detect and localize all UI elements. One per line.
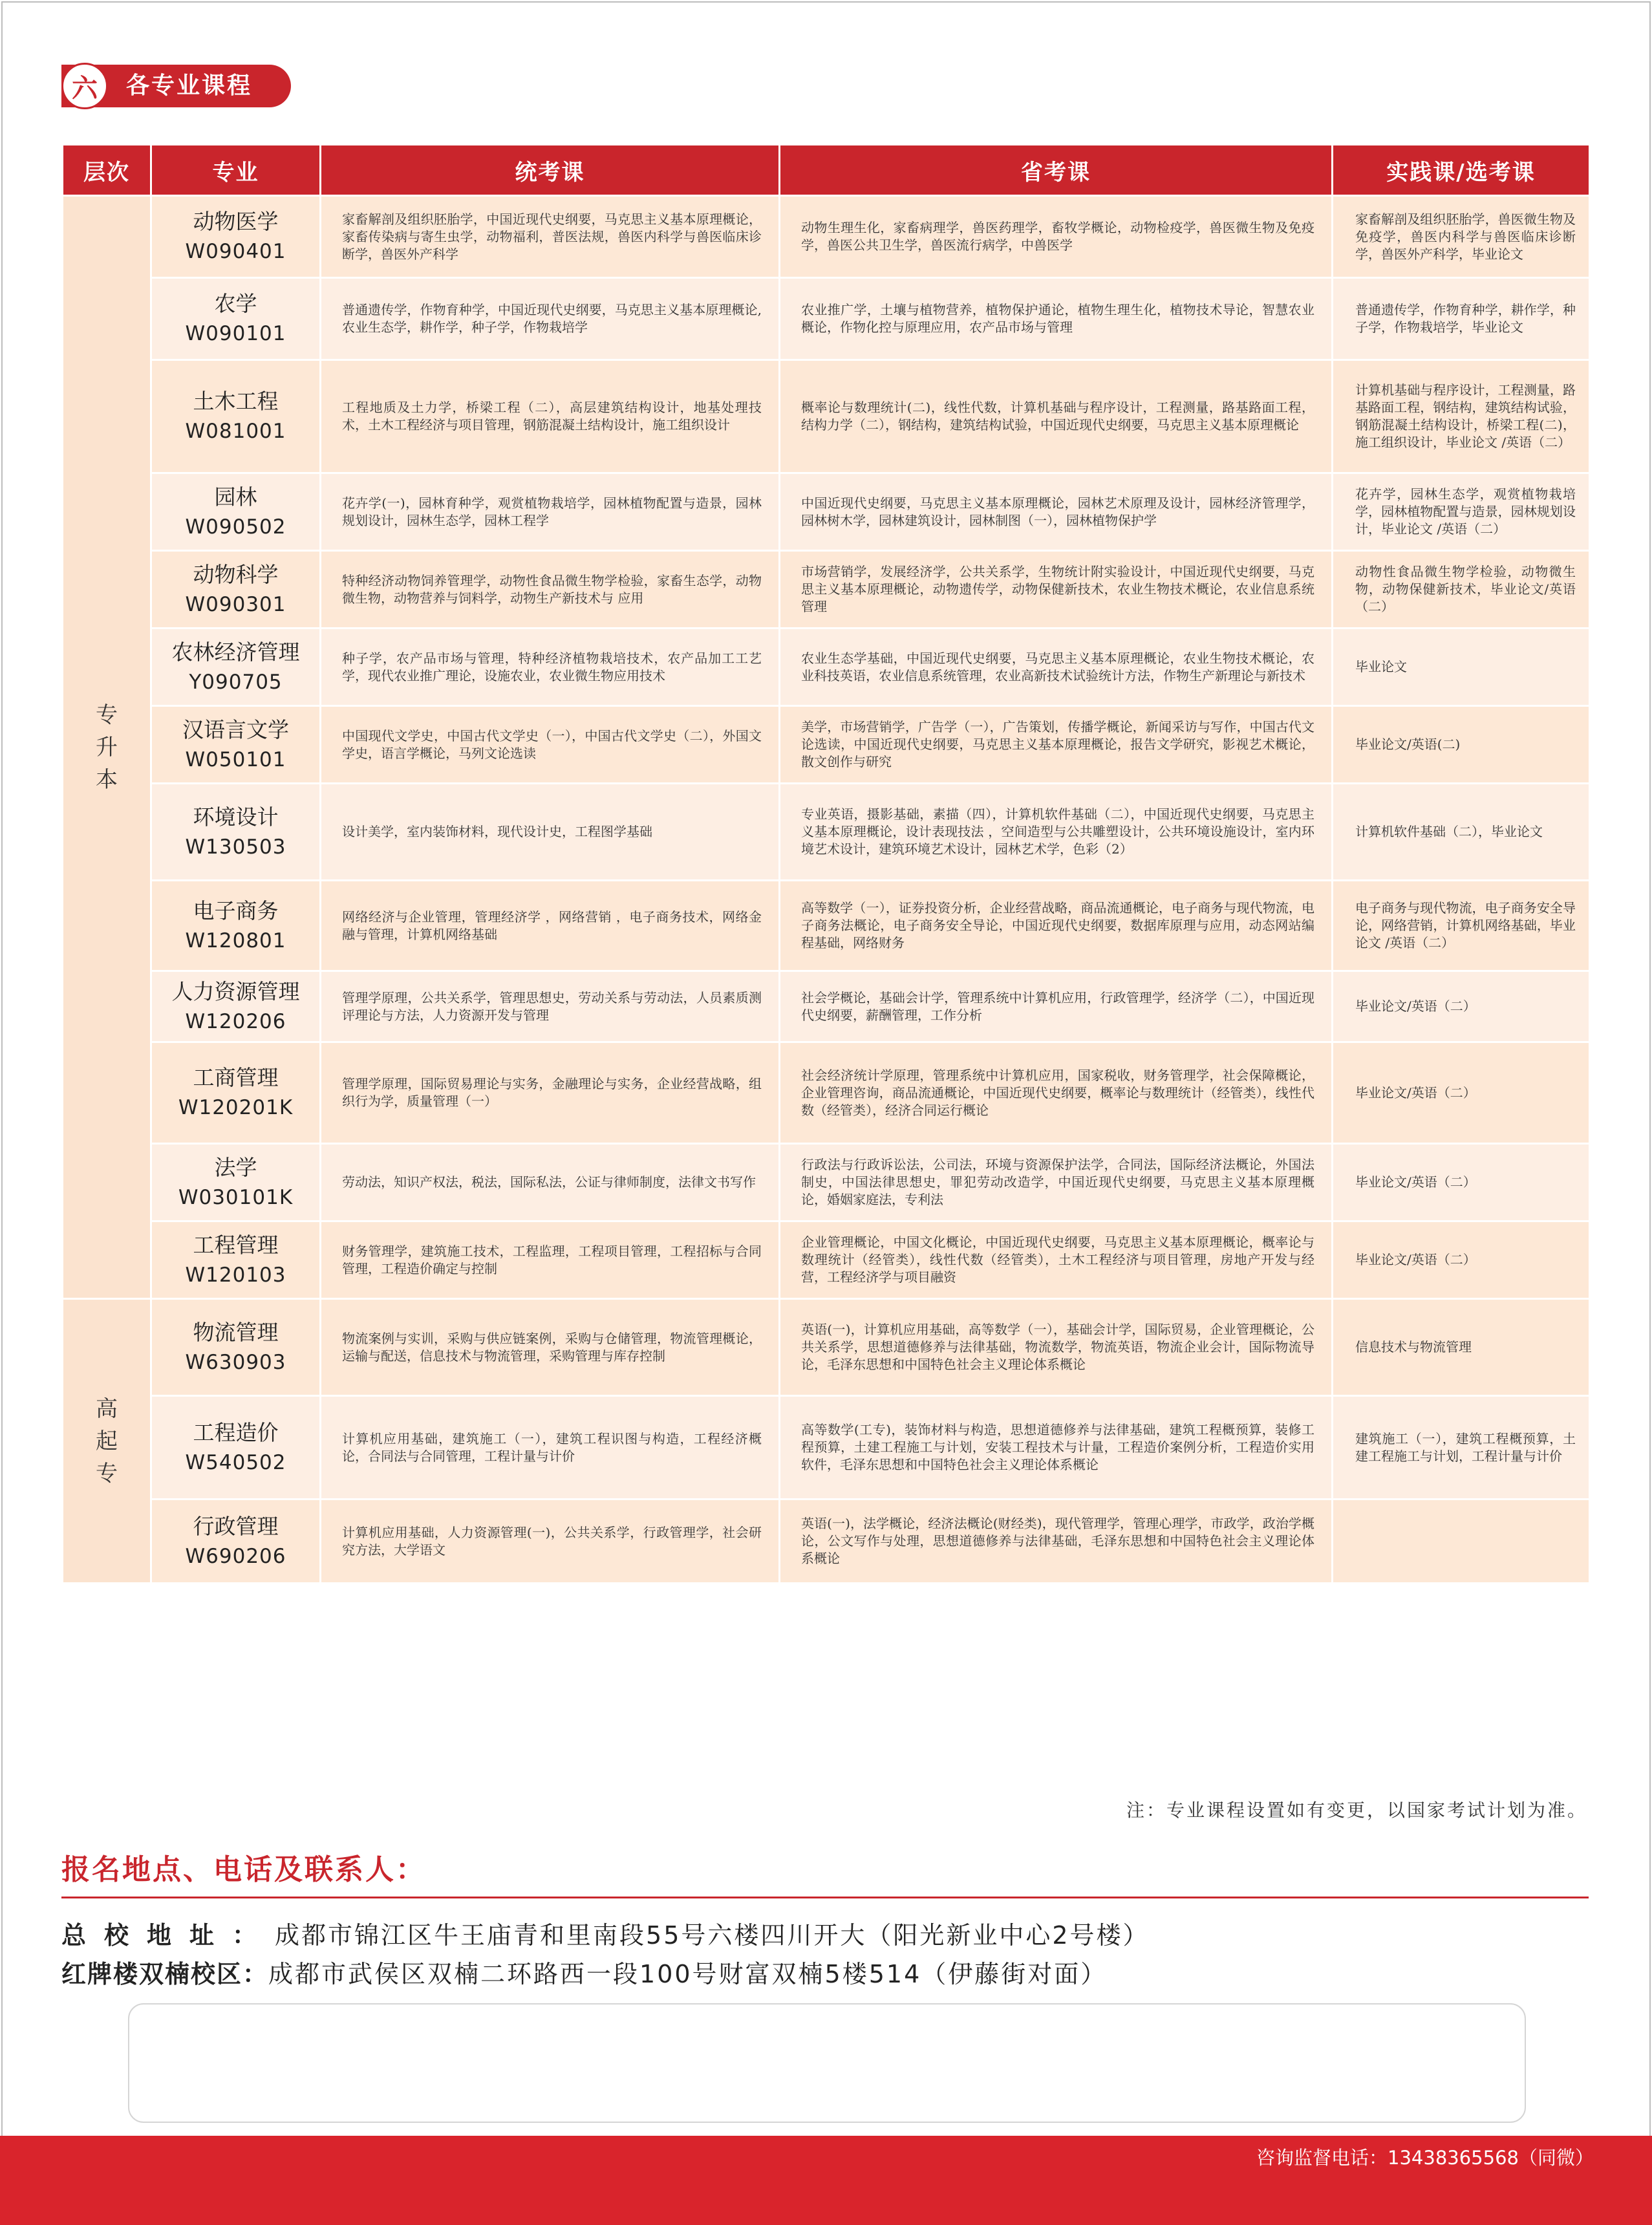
major-name: 工程造价 <box>193 1419 279 1445</box>
provincial-exam-courses: 专业英语，摄影基础，素描（四），计算机软件基础（二），中国近现代史纲要，马克思主义基本原理概论，设计表现技法 ，空间造型与公共雕塑设计，公共环境设施设计，室内环境艺术设计，建筑环境艺术设计，园林艺术学，色彩（2） <box>780 784 1333 881</box>
major-code: W630903 <box>185 1350 286 1374</box>
level-cell: 高 起 专 <box>63 1299 151 1584</box>
major-cell <box>151 1042 321 1144</box>
provincial-exam-courses: 农业推广学，土壤与植物营养，植物保护通论，植物生理生化，植物技术导论，智慧农业概论，作物化控与原理应用，农产品市场与管理 <box>780 278 1333 360</box>
header-major: 专业 <box>151 145 321 196</box>
provincial-exam-courses: 农业生态学基础，中国近现代史纲要，马克思主义基本原理概论，农业生物技术概论，农业科技英语，农业信息系统管理，农业高新技术试验统计方法，作物生产新理论与新技术 <box>780 629 1333 706</box>
major-code: W050101 <box>185 747 286 771</box>
unified-exam-courses: 工程地质及土力学，桥梁工程（二），高层建筑结构设计，地基处理技术，土木工程经济与项目管理，钢筋混凝土结构设计，施工组织设计 <box>321 360 780 473</box>
practice-elective-courses: 电子商务与现代物流，电子商务安全导论，网络营销，计算机网络基础，毕业论文 /英语（二） <box>1333 881 1590 971</box>
provincial-exam-courses: 美学，市场营销学，广告学（一），广告策划，传播学概论，新闻采访与写作，中国古代文论选读，中国近现代史纲要，马克思主义基本原理概论，报告文学研究，影视艺术概论，散文创作与研究 <box>780 706 1333 784</box>
address-label: 红牌楼双楠校区： <box>61 1960 269 1988</box>
table-header-row <box>63 145 1590 196</box>
major-cell <box>151 1144 321 1221</box>
unified-exam-courses: 财务管理学，建筑施工技术，工程监理，工程项目管理，工程招标与合同管理，工程造价确定与控制 <box>321 1221 780 1299</box>
major-cell <box>151 1221 321 1299</box>
table-row <box>63 881 1590 971</box>
table-row <box>63 196 1590 278</box>
major-name: 物流管理 <box>193 1319 279 1345</box>
practice-elective-courses: 毕业论文/英语（二） <box>1333 1042 1590 1144</box>
unified-exam-courses: 设计美学，室内装饰材料，现代设计史，工程图学基础 <box>321 784 780 881</box>
footnote: 注：专业课程设置如有变更，以国家考试计划为准。 <box>1126 1800 1587 1821</box>
practice-elective-courses: 毕业论文/英语（二） <box>1333 1144 1590 1221</box>
major-code: Y090705 <box>189 670 283 694</box>
address-shuangnan-campus <box>61 1954 1107 1990</box>
table-row <box>63 473 1590 551</box>
major-code: W120201K <box>178 1096 294 1119</box>
major-code: W081001 <box>185 420 286 443</box>
practice-elective-courses: 普通遗传学，作物育种学，耕作学，种子学，作物栽培学，毕业论文 <box>1333 278 1590 360</box>
provincial-exam-courses: 市场营销学，发展经济学，公共关系学，生物统计附实验设计，中国近现代史纲要，马克思主义基本原理概论，动物遗传学，动物保健新技术，农业生物技术概论，农业信息系统管理 <box>780 551 1333 629</box>
table-row <box>63 1499 1590 1584</box>
practice-elective-courses: 毕业论文/英语（二） <box>1333 971 1590 1042</box>
unified-exam-courses: 网络经济与企业管理，管理经济学 ，网络营销 ，电子商务技术，网络金融与管理，计算机网络基础 <box>321 881 780 971</box>
major-code: W030101K <box>178 1185 294 1209</box>
unified-exam-courses: 特种经济动物饲养管理学，动物性食品微生物学检验，家畜生态学，动物微生物，动物营养与饲料学，动物生产新技术与 应用 <box>321 551 780 629</box>
table-body <box>63 196 1590 1584</box>
practice-elective-courses: 建筑施工（一），建筑工程概预算，土建工程施工与计划，工程计量与计价 <box>1333 1396 1590 1499</box>
footer-hotline: 咨询监督电话：13438365568（同微） <box>1256 2147 1594 2169</box>
section-number-badge: 六 <box>61 63 108 109</box>
address-main-campus <box>61 1915 1150 1951</box>
major-code: W090101 <box>185 322 286 345</box>
provincial-exam-courses: 英语(一)，计算机应用基础，高等数学（一），基础会计学，国际贸易，企业管理概论，公共关系学，思想道德修养与法律基础，物流数学，物流英语，物流企业会计，国际物流导论，毛泽东思想和中国特色社会主义理论体系概论 <box>780 1299 1333 1396</box>
address-value: 成都市武侯区双楠二环路西一段100号财富双楠5楼514（伊藤街对面） <box>268 1960 1108 1988</box>
practice-elective-courses: 家畜解剖及组织胚胎学，兽医微生物及免疫学，兽医内科学与兽医临床诊断学，兽医外产科学，毕业论文 <box>1333 196 1590 278</box>
major-name: 动物医学 <box>193 209 279 234</box>
major-cell <box>151 629 321 706</box>
table-row <box>63 360 1590 473</box>
practice-elective-courses: 毕业论文/英语(二) <box>1333 706 1590 784</box>
table-row <box>63 1221 1590 1299</box>
table-row <box>63 706 1590 784</box>
major-name: 工程管理 <box>193 1232 279 1258</box>
address-value: 成都市锦江区牛王庙青和里南段55号六楼四川开大（阳光新业中心2号楼） <box>275 1921 1150 1950</box>
major-cell <box>151 971 321 1042</box>
provincial-exam-courses: 社会经济统计学原理，管理系统中计算机应用，国家税收，财务管理学，社会保障概论，企业管理咨询，商品流通概论，中国近现代史纲要，概率论与数理统计（经管类），线性代数（经管类），经济合同运行概论 <box>780 1042 1333 1144</box>
table-row <box>63 1299 1590 1396</box>
practice-elective-courses: 花卉学，园林生态学，观赏植物栽培学，园林植物配置与造景，园林规划设计，毕业论文 /英语（二） <box>1333 473 1590 551</box>
practice-elective-courses <box>1333 1499 1590 1584</box>
table-row <box>63 629 1590 706</box>
major-name: 土木工程 <box>193 389 279 414</box>
major-code: W090401 <box>185 240 286 263</box>
major-name: 人力资源管理 <box>171 978 300 1004</box>
table-row <box>63 784 1590 881</box>
major-name: 环境设计 <box>193 804 279 830</box>
major-cell <box>151 196 321 278</box>
unified-exam-courses: 家畜解剖及组织胚胎学，中国近现代史纲要，马克思主义基本原理概论，家畜传染病与寄生虫学，动物福利，普医法规，兽医内科学与兽医临床诊断学，兽医外产科学 <box>321 196 780 278</box>
practice-elective-courses: 计算机软件基础（二），毕业论文 <box>1333 784 1590 881</box>
provincial-exam-courses: 英语(一)，法学概论，经济法概论(财经类)，现代管理学，管理心理学，市政学，政治学概论，公文写作与处理，思想道德修养与法律基础，毛泽东思想和中国特色社会主义理论体系概论 <box>780 1499 1333 1584</box>
major-name: 园林 <box>214 484 257 510</box>
unified-exam-courses: 管理学原理，国际贸易理论与实务，金融理论与实务，企业经营战略，组织行为学，质量管理（一） <box>321 1042 780 1144</box>
major-code: W120206 <box>185 1009 286 1033</box>
contact-notes-box <box>128 2003 1526 2123</box>
unified-exam-courses: 普通遗传学，作物育种学，中国近现代史纲要，马克思主义基本原理概论,农业生态学，耕作学，种子学，作物栽培学 <box>321 278 780 360</box>
practice-elective-courses: 计算机基础与程序设计，工程测量，路基路面工程，钢结构，建筑结构试验，钢筋混凝土结构设计，桥梁工程(二)，施工组织设计，毕业论文 /英语（二） <box>1333 360 1590 473</box>
major-cell <box>151 706 321 784</box>
practice-elective-courses: 动物性食品微生物学检验，动物微生物，动物保健新技术，毕业论文/英语（二） <box>1333 551 1590 629</box>
level-cell: 专 升 本 <box>63 196 151 1299</box>
unified-exam-courses: 管理学原理，公共关系学，管理思想史，劳动关系与劳动法，人员素质测评理论与方法，人力资源开发与管理 <box>321 971 780 1042</box>
major-cell <box>151 551 321 629</box>
major-cell <box>151 278 321 360</box>
provincial-exam-courses: 高等数学（一），证券投资分析，企业经营战略，商品流通概论，电子商务与现代物流，电子商务法概论，电子商务安全导论，中国近现代史纲要，数据库原理与应用，动态网站编程基础，网络财务 <box>780 881 1333 971</box>
table-row <box>63 551 1590 629</box>
provincial-exam-courses: 企业管理概论，中国文化概论，中国近现代史纲要，马克思主义基本原理概论，概率论与数理统计（经管类），线性代数（经管类），土木工程经济与项目管理，房地产开发与经营，工程经济学与项目融资 <box>780 1221 1333 1299</box>
major-code: W540502 <box>185 1450 286 1474</box>
provincial-exam-courses: 动物生理生化，家畜病理学，兽医药理学，畜牧学概论，动物检疫学，兽医微生物及免疫学，兽医公共卫生学，兽医流行病学，中兽医学 <box>780 196 1333 278</box>
table-row <box>63 1396 1590 1499</box>
major-cell <box>151 1299 321 1396</box>
unified-exam-courses: 种子学，农产品市场与管理，特种经济植物栽培技术，农产品加工工艺学，现代农业推广理论，设施农业，农业微生物应用技术 <box>321 629 780 706</box>
major-cell <box>151 360 321 473</box>
practice-elective-courses: 信息技术与物流管理 <box>1333 1299 1590 1396</box>
major-code: W120103 <box>185 1263 286 1287</box>
provincial-exam-courses: 行政法与行政诉讼法，公司法，环境与资源保护法学，合同法，国际经济法概论，外国法制史，中国法律思想史，罪犯劳动改造学，中国近现代史纲要，马克思主义基本原理概论，婚姻家庭法，专利法 <box>780 1144 1333 1221</box>
provincial-exam-courses: 社会学概论，基础会计学，管理系统中计算机应用，行政管理学，经济学（二），中国近现代史纲要，薪酬管理，工作分析 <box>780 971 1333 1042</box>
table-row <box>63 971 1590 1042</box>
provincial-exam-courses: 中国近现代史纲要，马克思主义基本原理概论，园林艺术原理及设计，园林经济管理学，园林树木学，园林建筑设计，园林制图（一），园林植物保护学 <box>780 473 1333 551</box>
unified-exam-courses: 计算机应用基础，人力资源管理(一)，公共关系学，行政管理学，社会研究方法，大学语文 <box>321 1499 780 1584</box>
unified-exam-courses: 计算机应用基础，建筑施工（一），建筑工程识图与构造，工程经济概论，合同法与合同管理，工程计量与计价 <box>321 1396 780 1499</box>
unified-exam-courses: 中国现代文学史，中国古代文学史（一），中国古代文学史（二），外国文学史，语言学概论，马列文论选读 <box>321 706 780 784</box>
major-cell <box>151 1396 321 1499</box>
provincial-exam-courses: 概率论与数理统计(二)，线性代数，计算机基础与程序设计，工程测量，路基路面工程，结构力学（二），钢结构，建筑结构试验，中国近现代史纲要，马克思主义基本原理概论 <box>780 360 1333 473</box>
header-provincial-exam: 省考课 <box>780 145 1333 196</box>
major-name: 工商管理 <box>193 1065 279 1090</box>
practice-elective-courses: 毕业论文/英语（二） <box>1333 1221 1590 1299</box>
header-level: 层次 <box>63 145 151 196</box>
address-label: 总校地址： <box>61 1921 275 1950</box>
header-practice-elective: 实践课/选考课 <box>1333 145 1590 196</box>
course-table <box>61 144 1591 1584</box>
header-unified-exam: 统考课 <box>321 145 780 196</box>
contact-divider <box>61 1897 1589 1898</box>
table-row <box>63 278 1590 360</box>
major-cell <box>151 881 321 971</box>
contact-heading: 报名地点、电话及联系人： <box>61 1853 426 1886</box>
provincial-exam-courses: 高等数学(工专)，装饰材料与构造，思想道德修养与法律基础，建筑工程概预算，装修工程预算，土建工程施工与计划，安装工程技术与计量，工程造价案例分析，工程造价实用软件，毛泽东思想和中国特色社会主义理论体系概论 <box>780 1396 1333 1499</box>
major-code: W130503 <box>185 835 286 859</box>
practice-elective-courses: 毕业论文 <box>1333 629 1590 706</box>
major-code: W090502 <box>185 515 286 539</box>
major-name: 动物科学 <box>193 561 279 587</box>
major-name: 汉语言文学 <box>182 716 289 742</box>
major-name: 农林经济管理 <box>171 639 300 665</box>
unified-exam-courses: 物流案例与实训，采购与供应链案例，采购与仓储管理，物流管理概论，运输与配送，信息技术与物流管理，采购管理与库存控制 <box>321 1299 780 1396</box>
major-name: 行政管理 <box>193 1513 279 1539</box>
unified-exam-courses: 劳动法，知识产权法，税法，国际私法，公证与律师制度，法律文书写作 <box>321 1144 780 1221</box>
major-code: W690206 <box>185 1544 286 1568</box>
major-name: 法学 <box>214 1154 257 1180</box>
unified-exam-courses: 花卉学(一)，园林育种学，观赏植物栽培学，园林植物配置与造景，园林规划设计，园林生态学，园林工程学 <box>321 473 780 551</box>
major-cell <box>151 784 321 881</box>
major-cell <box>151 473 321 551</box>
major-code: W090301 <box>185 592 286 616</box>
table-row <box>63 1042 1590 1144</box>
table-row <box>63 1144 1590 1221</box>
major-cell <box>151 1499 321 1584</box>
major-code: W120801 <box>185 929 286 952</box>
major-name: 农学 <box>214 291 257 316</box>
section-title: 各专业课程 <box>126 72 253 99</box>
major-name: 电子商务 <box>193 898 279 923</box>
